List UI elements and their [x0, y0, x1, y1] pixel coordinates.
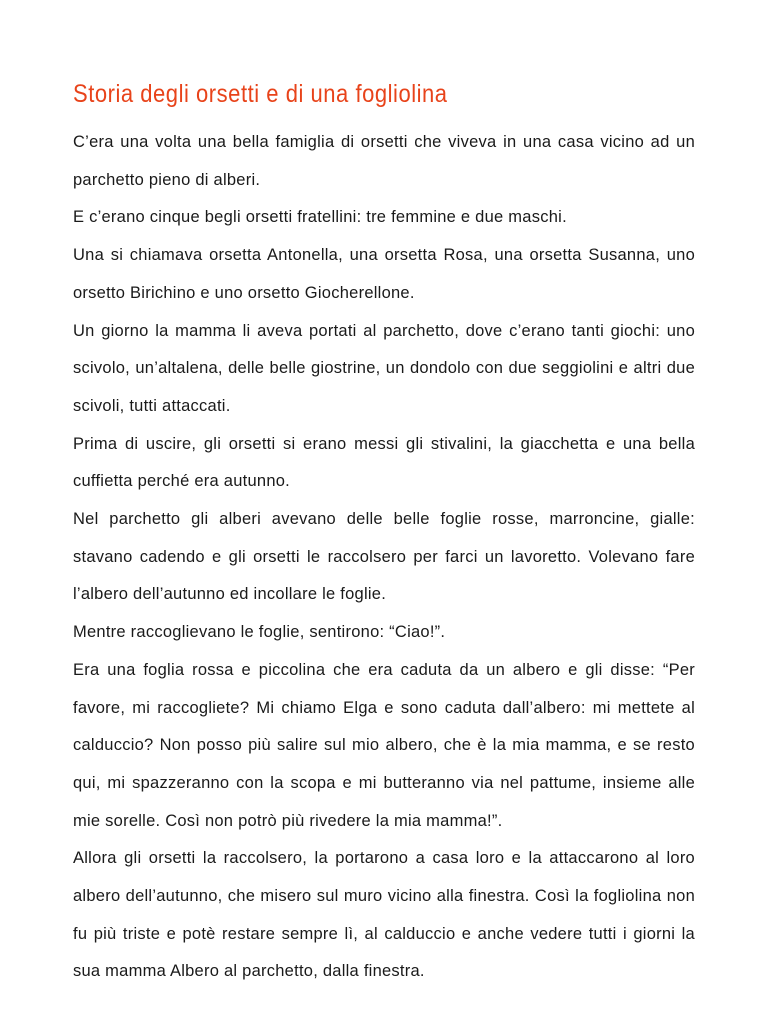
paragraph: Prima di uscire, gli orsetti si erano messi gli stivalini, la giacchetta e una bella cuffietta perché era autunno. [73, 434, 695, 491]
paragraph: Una si chiamava orsetta Antonella, una orsetta Rosa, una orsetta Susanna, uno orsetto Birichino e uno orsetto Giocherellone. [73, 246, 695, 302]
paragraph: E c’erano cinque begli orsetti fratellini: tre femmine e due maschi. [73, 208, 567, 227]
paragraph: Era una foglia rossa e piccolina che era caduta da un albero e gli disse: “Per favore, mi raccogliete? Mi chiamo Elga e sono caduta dall’albero: mi mettete al calduccio? Non posso più salire sul mio albero, che è la mia mamma, e se resto qui, mi spazzeranno con la scopa e mi butteranno via nel pattume, insieme alle mie sorelle. Così non potrò più rivedere la mia mamma!”. [73, 660, 695, 830]
document-title: Storia degli orsetti e di una fogliolina [73, 80, 448, 108]
paragraph: Un giorno la mamma li aveva portati al parchetto, dove c’erano tanti giochi: uno scivolo, un’altalena, delle belle giostrine, un dondolo con due seggiolini e altri due scivoli, tutti attaccati. [73, 321, 695, 415]
paragraph: Mentre raccoglievano le foglie, sentirono: “Ciao!”. [73, 623, 446, 642]
paragraph: C’era una volta una bella famiglia di orsetti che viveva in una casa vicino ad un parchetto pieno di alberi. [73, 133, 695, 189]
paragraph: Allora gli orsetti la raccolsero, la portarono a casa loro e la attaccarono al loro albero dell’autunno, che misero sul muro vicino alla finestra. Così la fogliolina non fu più triste e potè restare sempre lì, al calduccio e anche vedere tutti i giorni la sua mamma Albero al parchetto, dalla finestra. [73, 849, 695, 981]
paragraph: Nel parchetto gli alberi avevano delle belle foglie rosse, marroncine, gialle: stavano cadendo e gli orsetti le raccolsero per farci un lavoretto. Volevano fare l’albero dell’autunno ed incollare le foglie. [73, 510, 695, 604]
document-page [73, 74, 695, 991]
